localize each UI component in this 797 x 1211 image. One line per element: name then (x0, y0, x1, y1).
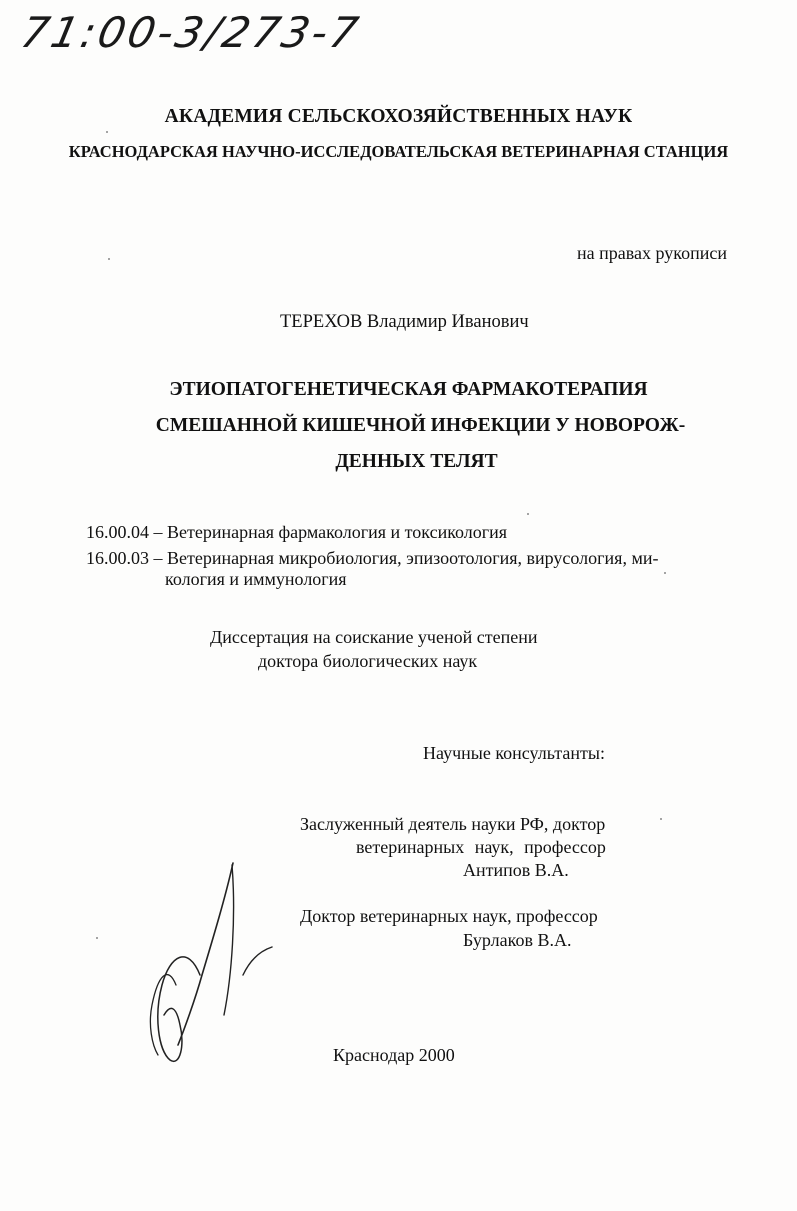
title-line-3: ДЕННЫХ ТЕЛЯТ (335, 451, 498, 472)
consultants-heading: Научные консультанты: (423, 743, 605, 763)
consultant-2-title: Доктор ветеринарных наук, профессор (300, 906, 598, 926)
scan-speck (664, 572, 666, 574)
title-line-2: СМЕШАННОЙ КИШЕЧНОЙ ИНФЕКЦИИ У НОВОРОЖ- (155, 415, 686, 436)
author-name: ТЕРЕХОВ Владимир Иванович (280, 312, 529, 332)
consultant-1-name: Антипов В.А. (463, 860, 569, 880)
handwritten-signature (140, 855, 290, 1085)
specialty-2-line-2: кология и иммунология (165, 569, 347, 589)
city-and-year: Краснодар 2000 (333, 1045, 455, 1065)
specialty-1: 16.00.04 – Ветеринарная фармакология и токсикология (86, 522, 508, 542)
consultant-1-title-line-2: ветеринарных наук, профессор (356, 837, 606, 857)
dissertation-line-2: доктора биологических наук (258, 651, 478, 671)
specialty-2-line-1: 16.00.03 – Ветеринарная микробиология, эпизоотология, вирусология, ми- (86, 548, 659, 568)
archive-code: 71:00-3/273-7 (16, 8, 366, 57)
organization-line-1: АКАДЕМИЯ СЕЛЬСКОХОЗЯЙСТВЕННЫХ НАУК (164, 106, 633, 127)
manuscript-rights-note: на правах рукописи (577, 243, 727, 263)
scan-speck (660, 818, 662, 820)
consultant-2-name: Бурлаков В.А. (463, 930, 572, 950)
scan-speck (527, 513, 529, 515)
organization-line-2: КРАСНОДАРСКАЯ НАУЧНО-ИССЛЕДОВАТЕЛЬСКАЯ ВЕТЕРИНАРНАЯ СТАНЦИЯ (68, 142, 729, 161)
scan-speck (106, 131, 108, 133)
title-line-1: ЭТИОПАТОГЕНЕТИЧЕСКАЯ ФАРМАКОТЕРАПИЯ (169, 379, 648, 400)
consultant-1-title-line-1: Заслуженный деятель науки РФ, доктор (300, 814, 606, 834)
scan-speck (108, 258, 110, 260)
dissertation-line-1: Диссертация на соискание ученой степени (210, 627, 538, 647)
scan-speck (96, 937, 98, 939)
